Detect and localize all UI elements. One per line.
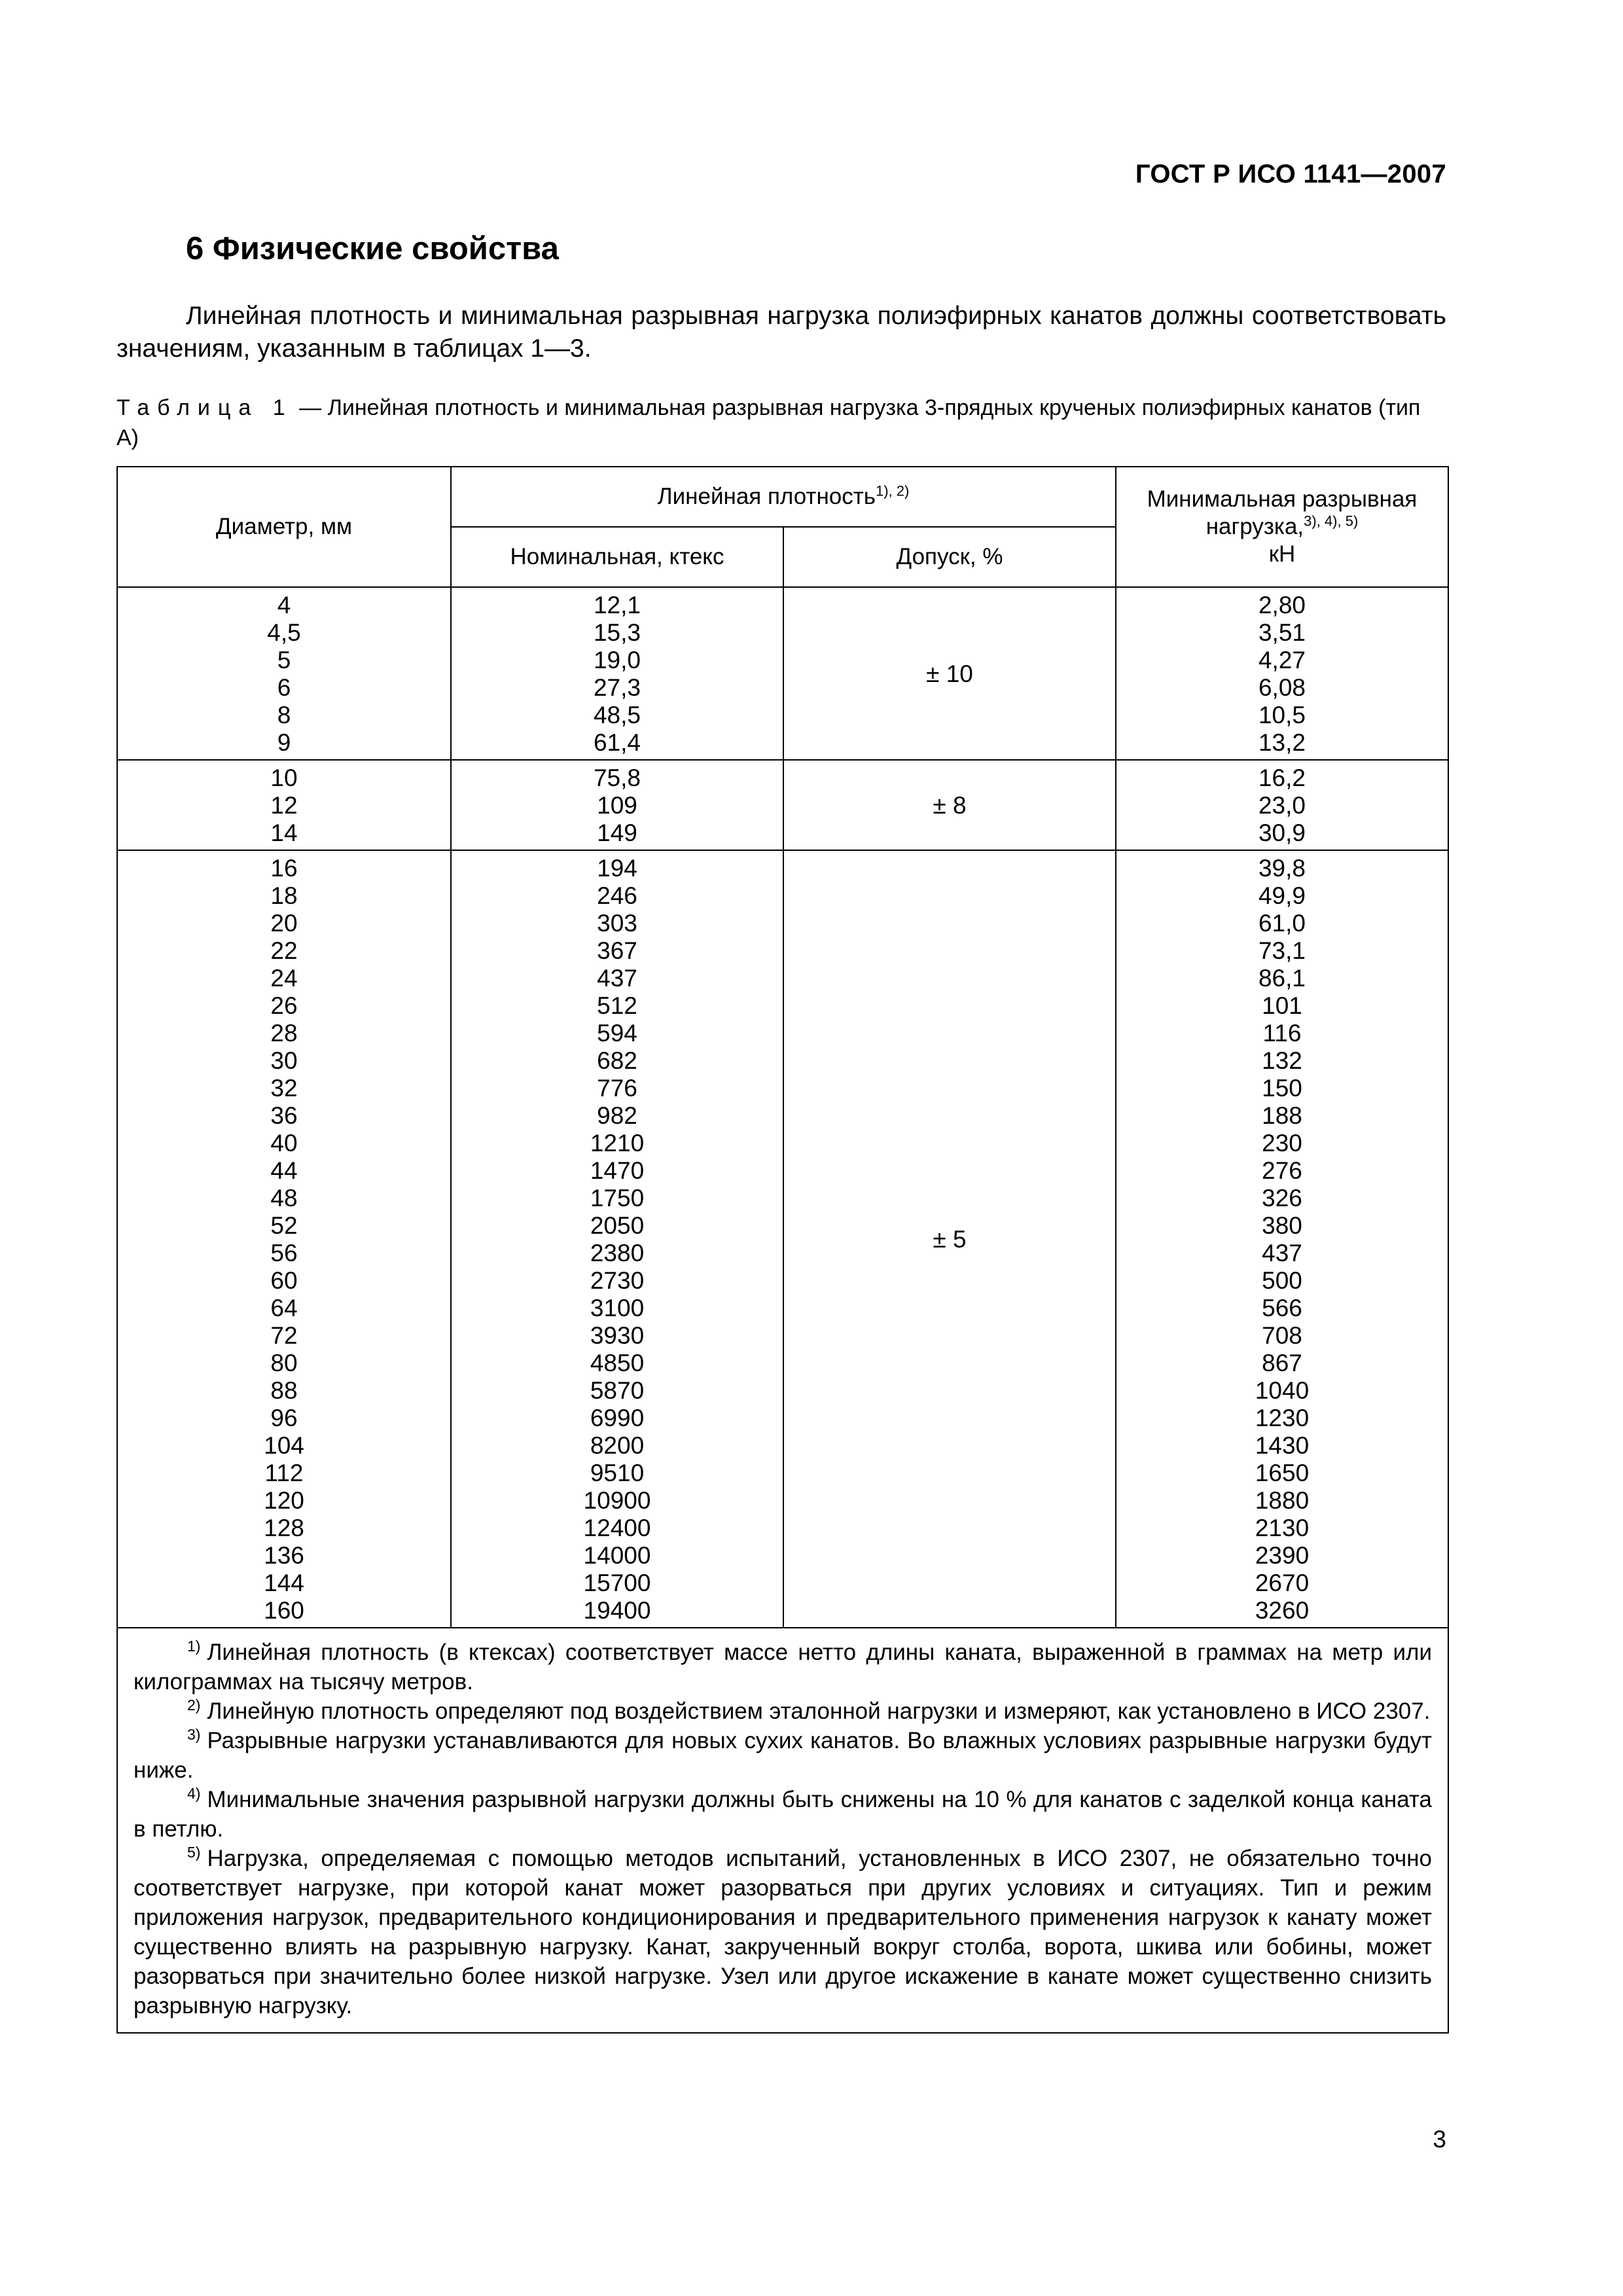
min-load-value: 1880 bbox=[1255, 1487, 1310, 1514]
nominal-density-value: 10900 bbox=[583, 1487, 651, 1514]
tolerance-value: ± 5 bbox=[933, 1226, 967, 1253]
min-load-column bbox=[1116, 850, 1448, 1628]
diameter-value: 10 bbox=[270, 764, 298, 791]
diameter-value: 40 bbox=[270, 1130, 298, 1157]
nominal-density-column bbox=[451, 760, 783, 850]
header-linear-density-refs: 1), 2) bbox=[876, 482, 910, 499]
header-tolerance: Допуск, % bbox=[783, 527, 1116, 587]
nominal-density-value: 149 bbox=[597, 819, 637, 846]
footnote bbox=[134, 1785, 1432, 1844]
min-load-value: 101 bbox=[1262, 992, 1302, 1019]
diameter-column bbox=[117, 587, 451, 760]
diameter-value: 48 bbox=[270, 1185, 298, 1211]
min-load-value: 73,1 bbox=[1258, 937, 1306, 964]
table-caption-label: Таблица 1 bbox=[116, 395, 293, 420]
min-load-value: 61,0 bbox=[1258, 910, 1306, 937]
table-row bbox=[117, 850, 1448, 1628]
table-group-3 bbox=[117, 850, 1448, 1628]
min-load-value: 230 bbox=[1262, 1130, 1302, 1157]
min-load-value: 2390 bbox=[1255, 1542, 1310, 1569]
min-load-value: 49,9 bbox=[1258, 882, 1306, 909]
nominal-density-value: 437 bbox=[597, 965, 637, 992]
header-nominal: Номинальная, ктекс bbox=[451, 527, 783, 587]
min-load-value: 500 bbox=[1262, 1267, 1302, 1294]
nominal-density-value: 15,3 bbox=[593, 619, 641, 646]
diameter-value: 44 bbox=[270, 1157, 298, 1184]
header-min-load bbox=[1116, 467, 1448, 587]
min-load-value: 16,2 bbox=[1258, 764, 1306, 791]
nominal-density-value: 194 bbox=[597, 855, 637, 882]
intro-text: Линейная плотность и минимальная разрывная нагрузка полиэфирных канатов должны соответствовать значениям, указанным в таблицах 1—3. bbox=[116, 302, 1446, 363]
nominal-density-value: 8200 bbox=[590, 1432, 645, 1459]
diameter-value: 4 bbox=[277, 592, 291, 619]
diameter-value: 30 bbox=[270, 1047, 298, 1074]
diameter-column bbox=[117, 850, 451, 1628]
diameter-value: 104 bbox=[264, 1432, 304, 1459]
nominal-density-value: 5870 bbox=[590, 1377, 645, 1404]
footnote-text: Разрывные нагрузки устанавливаются для новых сухих канатов. Во влажных условиях разрывные нагрузки будут ниже. bbox=[134, 1728, 1432, 1783]
min-load-value: 708 bbox=[1262, 1322, 1302, 1349]
min-load-value: 6,08 bbox=[1258, 674, 1306, 701]
min-load-value: 1650 bbox=[1255, 1460, 1310, 1486]
min-load-value: 2670 bbox=[1255, 1570, 1310, 1596]
table-group-2 bbox=[117, 760, 1448, 850]
nominal-density-value: 367 bbox=[597, 937, 637, 964]
min-load-value: 3,51 bbox=[1258, 619, 1306, 646]
header-min-load-refs: 3), 4), 5) bbox=[1304, 512, 1359, 529]
page-number: 3 bbox=[1433, 2126, 1446, 2153]
min-load-value: 1040 bbox=[1255, 1377, 1310, 1404]
rope-properties-table bbox=[116, 466, 1449, 2034]
nominal-density-value: 15700 bbox=[583, 1570, 651, 1596]
table-caption bbox=[116, 393, 1446, 453]
min-load-value: 150 bbox=[1262, 1075, 1302, 1102]
tolerance-cell bbox=[783, 587, 1116, 760]
diameter-value: 28 bbox=[270, 1020, 298, 1047]
footnote-text: Минимальные значения разрывной нагрузки должны быть снижены на 10 % для канатов с заделкой конца каната в петлю. bbox=[134, 1787, 1432, 1842]
nominal-density-value: 19400 bbox=[583, 1597, 651, 1624]
diameter-value: 144 bbox=[264, 1570, 304, 1596]
tolerance-value: ± 10 bbox=[926, 660, 973, 687]
nominal-density-value: 12,1 bbox=[593, 592, 641, 619]
min-load-value: 3260 bbox=[1255, 1597, 1310, 1624]
diameter-value: 12 bbox=[270, 792, 298, 819]
diameter-value: 56 bbox=[270, 1240, 298, 1266]
diameter-value: 26 bbox=[270, 992, 298, 1019]
header-linear-density-label: Линейная плотность bbox=[657, 484, 876, 509]
diameter-value: 80 bbox=[270, 1350, 298, 1376]
nominal-density-column bbox=[451, 587, 783, 760]
diameter-value: 14 bbox=[270, 819, 298, 846]
nominal-density-value: 246 bbox=[597, 882, 637, 909]
nominal-density-value: 1210 bbox=[590, 1130, 645, 1157]
footnote-mark: 4) bbox=[187, 1785, 201, 1803]
diameter-value: 18 bbox=[270, 882, 298, 909]
diameter-value: 36 bbox=[270, 1102, 298, 1129]
nominal-density-value: 2730 bbox=[590, 1267, 645, 1294]
min-load-value: 23,0 bbox=[1258, 792, 1306, 819]
footnote bbox=[134, 1844, 1432, 2020]
diameter-value: 52 bbox=[270, 1212, 298, 1239]
min-load-value: 86,1 bbox=[1258, 965, 1306, 992]
diameter-value: 22 bbox=[270, 937, 298, 964]
min-load-value: 4,27 bbox=[1258, 647, 1306, 673]
table-group-1 bbox=[117, 587, 1448, 760]
tolerance-cell bbox=[783, 850, 1116, 1628]
diameter-value: 6 bbox=[277, 674, 291, 701]
nominal-density-value: 12400 bbox=[583, 1515, 651, 1541]
nominal-density-value: 594 bbox=[597, 1020, 637, 1047]
min-load-value: 188 bbox=[1262, 1102, 1302, 1129]
nominal-density-value: 4850 bbox=[590, 1350, 645, 1376]
min-load-value: 2,80 bbox=[1258, 592, 1306, 619]
footnote-text: Линейная плотность (в ктексах) соответствует массе нетто длины каната, выраженной в граммах на метр или килограммах на тысячу метров. bbox=[134, 1640, 1432, 1695]
table-row bbox=[117, 760, 1448, 850]
min-load-value: 116 bbox=[1262, 1020, 1302, 1047]
diameter-column bbox=[117, 760, 451, 850]
min-load-value: 13,2 bbox=[1258, 729, 1306, 756]
tolerance-cell bbox=[783, 760, 1116, 850]
nominal-density-value: 2050 bbox=[590, 1212, 645, 1239]
min-load-column bbox=[1116, 760, 1448, 850]
header-linear-density bbox=[451, 467, 1116, 527]
min-load-value: 276 bbox=[1262, 1157, 1302, 1184]
nominal-density-value: 27,3 bbox=[593, 674, 641, 701]
footnote-text: Линейную плотность определяют под воздействием эталонной нагрузки и измеряют, как установлено в ИСО 2307. bbox=[207, 1698, 1431, 1724]
diameter-value: 128 bbox=[264, 1515, 304, 1541]
nominal-density-value: 776 bbox=[597, 1075, 637, 1102]
nominal-density-value: 48,5 bbox=[593, 702, 641, 728]
diameter-value: 64 bbox=[270, 1295, 298, 1321]
diameter-value: 32 bbox=[270, 1075, 298, 1102]
min-load-value: 326 bbox=[1262, 1185, 1302, 1211]
nominal-density-value: 512 bbox=[597, 992, 637, 1019]
footnote-text: Нагрузка, определяемая с помощью методов испытаний, установленных в ИСО 2307, не обязательно точно соответствует нагрузке, при которой канат может разорваться при других условиях и ситуациях. Тип и режим приложения нагрузок, предварительного кондиционирования и предварительного применения нагрузок к канату может существенно влиять на разрывную нагрузку. Канат, закрученный вокруг столба, ворота, шкива или бобины, может разорваться при значительно более низкой нагрузке. Узел или другое искажение в канате может существенно снизить разрывную нагрузку. bbox=[134, 1846, 1432, 2018]
nominal-density-column bbox=[451, 850, 783, 1628]
nominal-density-value: 61,4 bbox=[593, 729, 641, 756]
diameter-value: 4,5 bbox=[267, 619, 301, 646]
nominal-density-value: 982 bbox=[597, 1102, 637, 1129]
footnote-mark: 1) bbox=[187, 1638, 201, 1655]
diameter-value: 16 bbox=[270, 855, 298, 882]
footnote-mark: 3) bbox=[187, 1726, 201, 1744]
table-row bbox=[117, 587, 1448, 760]
min-load-value: 1430 bbox=[1255, 1432, 1310, 1459]
diameter-value: 72 bbox=[270, 1322, 298, 1349]
section-title: 6 Физические свойства bbox=[186, 231, 559, 266]
table-caption-text: — Линейная плотность и минимальная разрывная нагрузка 3-прядных крученых полиэфирных канатов (тип А) bbox=[116, 395, 1421, 450]
tolerance-value: ± 8 bbox=[933, 792, 967, 819]
nominal-density-value: 303 bbox=[597, 910, 637, 937]
nominal-density-value: 3100 bbox=[590, 1295, 645, 1321]
min-load-value: 1230 bbox=[1255, 1405, 1310, 1431]
nominal-density-value: 682 bbox=[597, 1047, 637, 1074]
footnote-mark: 2) bbox=[187, 1696, 201, 1714]
intro-paragraph bbox=[116, 300, 1446, 365]
diameter-value: 20 bbox=[270, 910, 298, 937]
nominal-density-value: 9510 bbox=[590, 1460, 645, 1486]
diameter-value: 160 bbox=[264, 1597, 304, 1624]
min-load-value: 867 bbox=[1262, 1350, 1302, 1376]
min-load-value: 10,5 bbox=[1258, 702, 1306, 728]
min-load-value: 132 bbox=[1262, 1047, 1302, 1074]
footnote-mark: 5) bbox=[187, 1844, 201, 1861]
min-load-value: 566 bbox=[1262, 1295, 1302, 1321]
diameter-value: 88 bbox=[270, 1377, 298, 1404]
min-load-value: 30,9 bbox=[1258, 819, 1306, 846]
footnotes-cell bbox=[117, 1628, 1448, 2033]
diameter-value: 60 bbox=[270, 1267, 298, 1294]
min-load-column bbox=[1116, 587, 1448, 760]
diameter-value: 5 bbox=[277, 647, 291, 673]
nominal-density-value: 1470 bbox=[590, 1157, 645, 1184]
min-load-value: 380 bbox=[1262, 1212, 1302, 1239]
nominal-density-value: 19,0 bbox=[593, 647, 641, 673]
min-load-value: 39,8 bbox=[1258, 855, 1306, 882]
diameter-value: 112 bbox=[264, 1460, 304, 1486]
footnote bbox=[134, 1696, 1432, 1726]
table-footnotes bbox=[117, 1628, 1448, 2033]
document-code: ГОСТ Р ИСО 1141—2007 bbox=[1135, 160, 1446, 188]
diameter-value: 24 bbox=[270, 965, 298, 992]
header-min-load-unit: кН bbox=[1268, 541, 1296, 567]
diameter-value: 96 bbox=[270, 1405, 298, 1431]
diameter-value: 120 bbox=[264, 1487, 304, 1514]
nominal-density-value: 2380 bbox=[590, 1240, 645, 1266]
diameter-value: 8 bbox=[277, 702, 291, 728]
min-load-value: 437 bbox=[1262, 1240, 1302, 1266]
diameter-value: 136 bbox=[264, 1542, 304, 1569]
nominal-density-value: 75,8 bbox=[593, 764, 641, 791]
nominal-density-value: 6990 bbox=[590, 1405, 645, 1431]
nominal-density-value: 14000 bbox=[583, 1542, 651, 1569]
min-load-value: 2130 bbox=[1255, 1515, 1310, 1541]
header-diameter: Диаметр, мм bbox=[117, 467, 451, 587]
table-header bbox=[117, 467, 1448, 587]
header-min-load-label: Минимальная разрывная нагрузка, bbox=[1147, 486, 1418, 539]
footnote bbox=[134, 1726, 1432, 1785]
footnote bbox=[134, 1638, 1432, 1696]
nominal-density-value: 3930 bbox=[590, 1322, 645, 1349]
nominal-density-value: 1750 bbox=[590, 1185, 645, 1211]
nominal-density-value: 109 bbox=[597, 792, 637, 819]
diameter-value: 9 bbox=[277, 729, 291, 756]
